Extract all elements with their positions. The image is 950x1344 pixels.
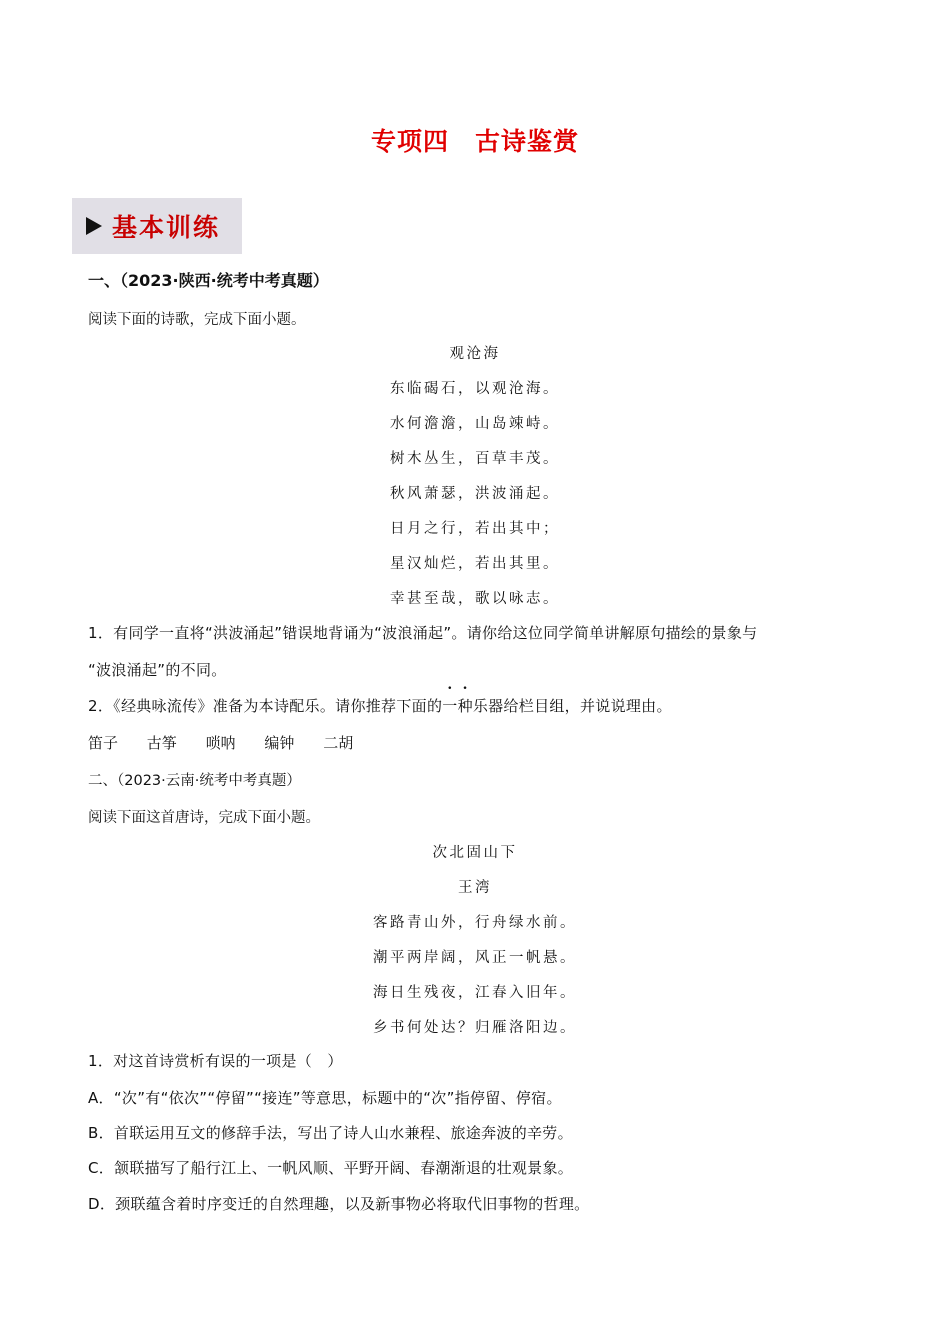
part1-instruction: 阅读下面的诗歌，完成下面小题。 xyxy=(88,312,306,328)
poem1-line: 幸甚至哉，歌以咏志。 xyxy=(390,591,560,607)
instrument-item: 唢呐 xyxy=(205,734,236,752)
part2-instruction: 阅读下面这首唐诗，完成下面小题。 xyxy=(88,810,320,826)
section-tag xyxy=(72,198,242,254)
poem2-line: 海日生残夜，江春入旧年。 xyxy=(373,985,577,1001)
part2-header: 二、（2023·云南·统考中考真题） xyxy=(88,773,301,789)
option-a: A．“次”有“依次”“停留”“接连”等意思，标题中的“次”指停留、停宿。 xyxy=(88,1089,562,1107)
instrument-item: 笛子 xyxy=(88,734,119,752)
arrow-bullet-icon xyxy=(86,217,102,235)
question-1-line2: “波浪涌起”的不同。 xyxy=(88,661,227,679)
poem1-line: 水何澹澹，山岛竦峙。 xyxy=(390,416,560,432)
poem1-line: 东临碣石，以观沧海。 xyxy=(390,381,560,397)
poem1-line: 日月之行，若出其中； xyxy=(390,521,560,537)
instrument-item: 古筝 xyxy=(146,734,177,752)
page-title: 专项四 古诗鉴赏 xyxy=(370,127,579,156)
option-d: D．颈联蕴含着时序变迁的自然理趣，以及新事物必将取代旧事物的哲理。 xyxy=(88,1195,590,1213)
poem1-line: 秋风萧瑟，洪波涌起。 xyxy=(390,486,560,502)
section-tag-label: 基本训练 xyxy=(112,213,221,242)
instrument-list xyxy=(88,732,377,753)
instrument-item: 二胡 xyxy=(323,734,354,752)
question-2-text-before: 2．《经典咏流传》准备为本诗配乐。请你推荐下面的 xyxy=(88,697,443,715)
poem2-line: 乡书何处达？归雁洛阳边。 xyxy=(373,1020,577,1036)
poem2-line: 潮平两岸阔，风正一帆悬。 xyxy=(373,950,577,966)
question-1: 1．对这首诗赏析有误的一项是（ ） xyxy=(88,1052,343,1070)
question-2-text-after: 乐器给栏目组，并说说理由。 xyxy=(472,697,672,715)
poem1-line: 星汉灿烂，若出其里。 xyxy=(390,556,560,572)
option-b: B．首联运用互文的修辞手法，写出了诗人山水兼程、旅途奔波的辛劳。 xyxy=(88,1124,573,1142)
emphasis-char: 一 xyxy=(442,697,458,715)
poem2-title: 次北固山下 xyxy=(432,845,518,861)
emphasis-char: 种 xyxy=(457,697,473,715)
question-1-line1: 1．有同学一直将“洪波涌起”错误地背诵为“波浪涌起”。请你给这位同学简单讲解原句描绘的景象与 xyxy=(88,624,758,642)
poem2-line: 客路青山外，行舟绿水前。 xyxy=(373,915,577,931)
instrument-item: 编钟 xyxy=(264,734,295,752)
part1-header: 一、（2023·陕西·统考中考真题） xyxy=(88,271,329,290)
question-2 xyxy=(88,695,672,716)
poem1-title: 观沧海 xyxy=(449,346,501,362)
poem2-author: 王湾 xyxy=(458,880,492,896)
poem1-line: 树木丛生，百草丰茂。 xyxy=(390,451,560,467)
option-c: C．颔联描写了船行江上、一帆风顺、平野开阔、春潮渐退的壮观景象。 xyxy=(88,1159,574,1177)
